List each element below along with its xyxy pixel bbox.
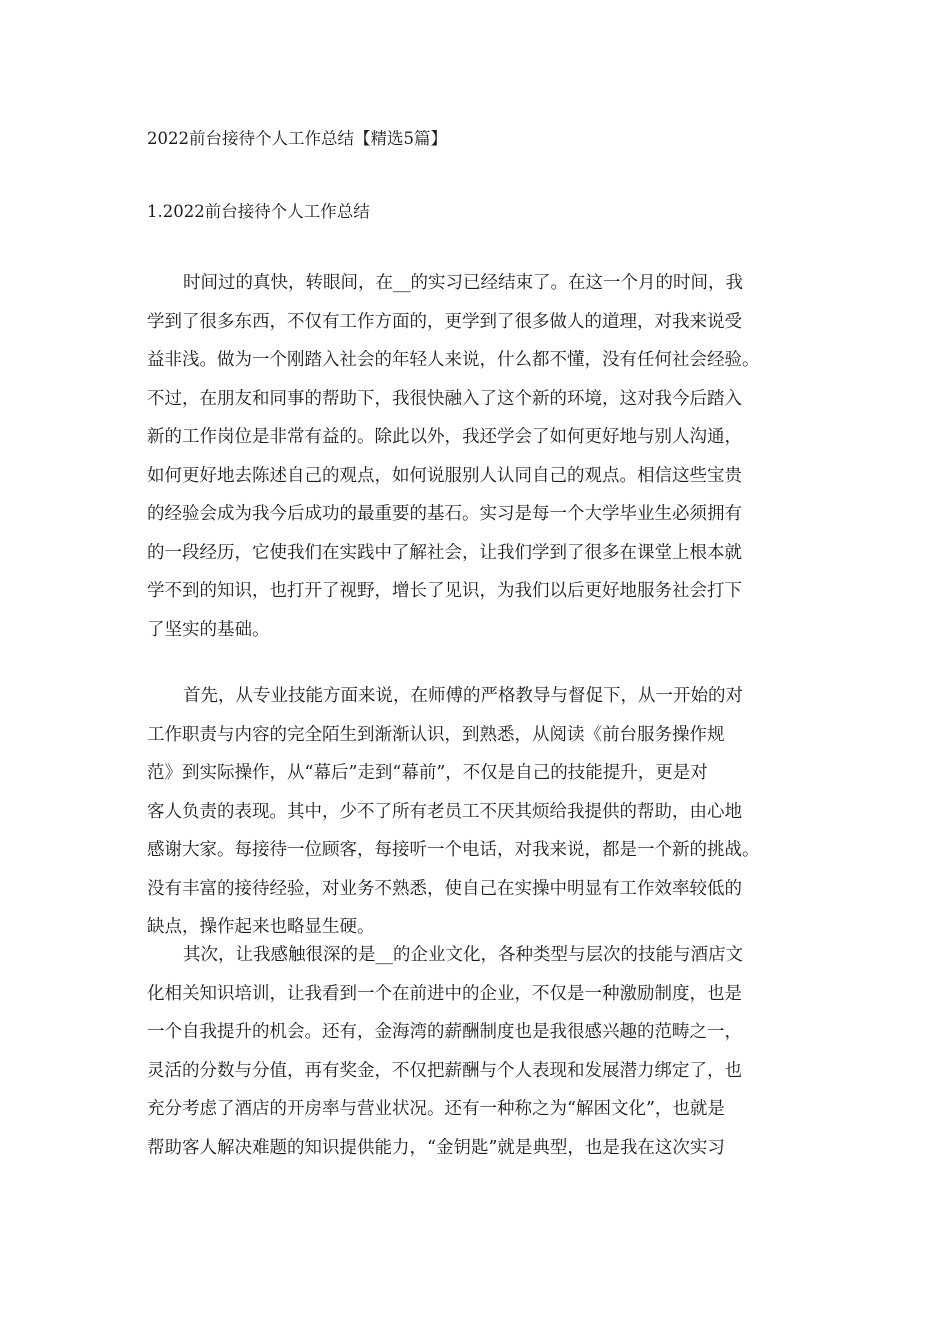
paragraph-line: 首先，从专业技能方面来说，在师傅的严格教导与督促下，从一开始的对 <box>183 686 743 706</box>
paragraph-line: 灵活的分数与分值，再有奖金，不仅把薪酬与个人表现和发展潜力绑定了，也 <box>147 1060 742 1081</box>
paragraph-line: 时间过的真快，转眼间，在__的实习已经结束了。在这一个月的时间，我 <box>183 273 743 293</box>
paragraph-line: 范》到实际操作，从“幕后”走到“幕前”，不仅是自己的技能提升，更是对 <box>147 763 708 783</box>
paragraph-line: 化相关知识培训，让我看到一个在前进中的企业，不仅是一种激励制度，也是 <box>147 983 742 1004</box>
paragraph-line: 如何更好地去陈述自己的观点，如何说服别人认同自己的观点。相信这些宝贵 <box>147 465 742 486</box>
document-title: 2022前台接待个人工作总结【精选5篇】 <box>147 129 447 148</box>
paragraph-line: 感谢大家。每接待一位顾客，每接听一个电话，对我来说，都是一个新的挑战。 <box>147 840 760 860</box>
paragraph-1 <box>147 264 807 649</box>
paragraph-line: 了坚实的基础。 <box>147 619 270 640</box>
paragraph-line: 其次，让我感触很深的是__的企业文化，各种类型与层次的技能与酒店文 <box>183 945 743 965</box>
paragraph-line: 新的工作岗位是非常有益的。除此以外，我还学会了如何更好地与别人沟通， <box>147 427 742 447</box>
section-heading: 1.2022前台接待个人工作总结 <box>147 202 370 221</box>
paragraph-3 <box>147 936 807 1167</box>
paragraph-line: 客人负责的表现。其中，少不了所有老员工不厌其烦给我提供的帮助，由心地 <box>147 801 742 822</box>
paragraph-line: 的经验会成为我今后成功的最重要的基石。实习是每一个大学毕业生必须拥有 <box>147 504 742 524</box>
paragraph-line: 工作职责与内容的完全陌生到渐渐认识，到熟悉，从阅读《前台服务操作规 <box>147 724 725 745</box>
paragraph-line: 没有丰富的接待经验，对业务不熟悉，使自己在实操中明显有工作效率较低的 <box>147 878 742 899</box>
paragraph-line: 益非浅。做为一个刚踏入社会的年轻人来说，什么都不懂，没有任何社会经验。 <box>147 350 760 370</box>
paragraph-line: 一个自我提升的机会。还有，金海湾的薪酬制度也是我很感兴趣的范畴之一， <box>147 1022 742 1042</box>
paragraph-line: 帮助客人解决难题的知识提供能力，“金钥匙”就是典型，也是我在这次实习 <box>147 1137 725 1158</box>
paragraph-2 <box>147 677 807 947</box>
paragraph-line: 学不到的知识，也打开了视野，增长了见识，为我们以后更好地服务社会打下 <box>147 581 742 601</box>
paragraph-line: 学到了很多东西，不仅有工作方面的，更学到了很多做人的道理，对我来说受 <box>147 311 742 332</box>
paragraph-line: 缺点，操作起来也略显生硬。 <box>147 917 375 937</box>
paragraph-line: 不过，在朋友和同事的帮助下，我很快融入了这个新的环境，这对我今后踏入 <box>147 388 742 409</box>
paragraph-line: 的一段经历，它使我们在实践中了解社会，让我们学到了很多在课堂上根本就 <box>147 542 742 563</box>
paragraph-line: 充分考虑了酒店的开房率与营业状况。还有一种称之为“解困文化”，也就是 <box>147 1099 725 1119</box>
